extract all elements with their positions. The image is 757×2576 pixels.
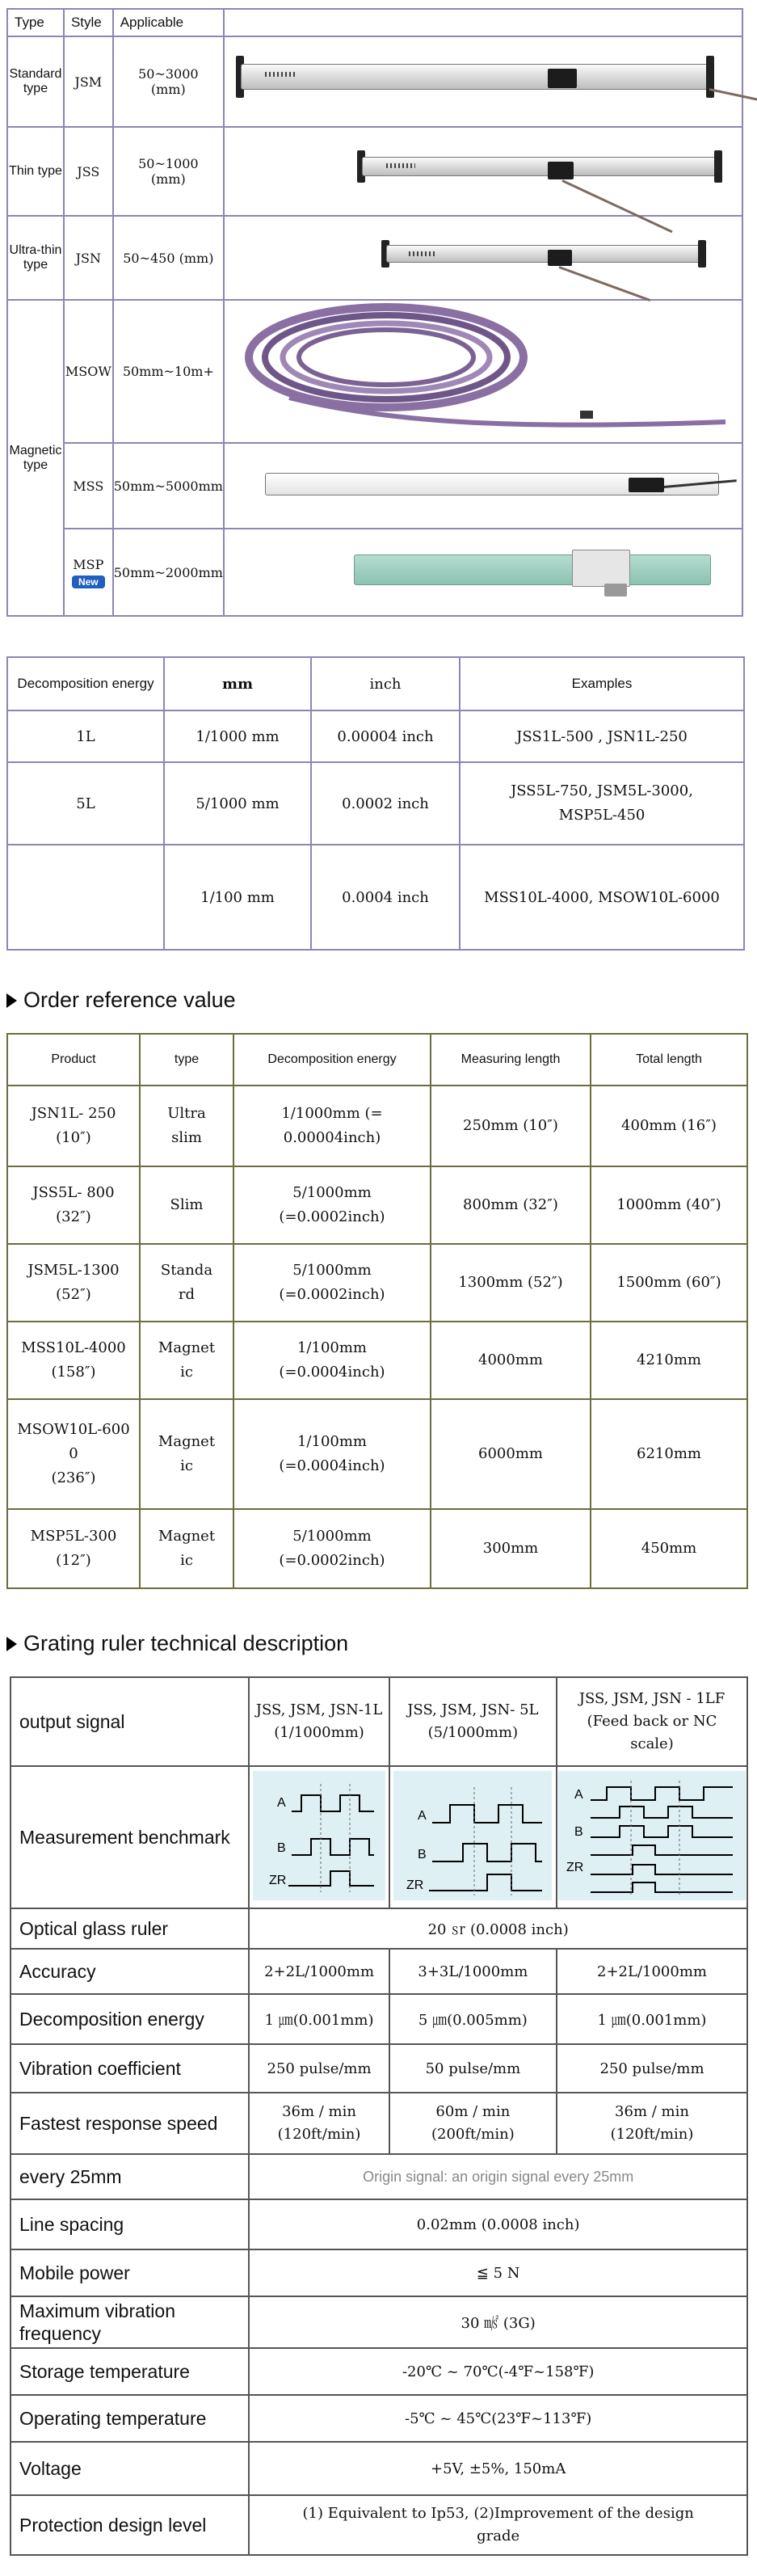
table-row [11, 2348, 747, 2395]
wave-label-b: B [574, 1824, 583, 1839]
decomposition-cell: 5/1000mm (=0.0002inch) [233, 1244, 431, 1322]
table-row [7, 845, 744, 950]
row-value: -20℃ ~ 70℃(-4℉~158℉) [249, 2348, 747, 2395]
row-label: Protection design level [11, 2495, 249, 2555]
row-value: 20 ㏛ (0.0008 inch) [249, 1908, 747, 1949]
row-label: Maximum vibration frequency [11, 2296, 249, 2348]
table-row [7, 710, 744, 762]
measuring-length-cell: 250mm (10″) [431, 1086, 591, 1166]
table-row [7, 127, 742, 216]
table-row [11, 2395, 747, 2442]
waveform-diagram [558, 1771, 746, 1900]
row-label: Fastest response speed [11, 2093, 249, 2154]
type-cell: Magnet ic [140, 1509, 233, 1588]
table-row [7, 36, 742, 127]
inch-cell: 0.0002 inch [311, 762, 460, 845]
product-image-jsm [224, 36, 742, 127]
table-row [7, 1509, 747, 1588]
table-row [11, 2442, 747, 2495]
row-value: 36m / min (120ft/min) [557, 2093, 747, 2154]
type-cell: Thin type [7, 127, 64, 216]
signal-col-5l: JSS, JSM, JSN- 5L (5/1000mm) [389, 1677, 557, 1766]
table-row [11, 2044, 747, 2093]
row-label: Optical glass ruler [11, 1908, 249, 1949]
examples-cell: JSS5L-750, JSM5L-3000, MSP5L-450 [460, 762, 744, 845]
row-value: 250 pulse/mm [249, 2044, 389, 2093]
product-cell: JSS5L- 800 (32″) [7, 1166, 140, 1244]
total-length-cell: 1500mm (60″) [591, 1244, 747, 1322]
table-row [7, 529, 742, 616]
order-title-text: Order reference value [23, 988, 236, 1012]
row-label: Measurement benchmark [11, 1766, 249, 1908]
benchmark-row [11, 1766, 747, 1908]
product-types-table [6, 8, 743, 617]
header-type: Type [7, 9, 64, 36]
product-types-header [7, 9, 742, 36]
row-value: 0.02mm (0.0008 inch) [249, 2199, 747, 2249]
decomposition-cell: 5L [7, 762, 164, 845]
table-row [11, 2249, 747, 2296]
inch-cell: 0.0004 inch [311, 845, 460, 950]
style-label: MSP [73, 556, 104, 572]
signal-col-1lf: JSS, JSM, JSN - 1LF (Feed back or NC scale) [557, 1677, 747, 1766]
type-cell: Magnetic type [7, 300, 64, 616]
range-cell: 50~3000 (mm) [113, 36, 224, 127]
tech-table [10, 1676, 748, 2556]
type-cell: Standa rd [140, 1244, 233, 1322]
table-row [11, 2199, 747, 2249]
examples-cell: JSS1L-500 , JSN1L-250 [460, 710, 744, 762]
row-value: 2+2L/1000mm [249, 1949, 389, 1994]
tech-section-title [6, 1631, 348, 1656]
signal-col-1l: JSS, JSM, JSN-1L (1/1000mm) [249, 1677, 389, 1766]
row-label: Decomposition energy [11, 1994, 249, 2044]
row-value: 2+2L/1000mm [557, 1949, 747, 1994]
inch-cell: 0.00004 inch [311, 710, 460, 762]
mm-cell: 1/100 mm [164, 845, 311, 950]
table-row [7, 1399, 747, 1509]
product-cell: JSN1L- 250 (10″) [7, 1086, 140, 1166]
header-applicable: Applicable [113, 9, 224, 36]
table-row [11, 1949, 747, 1994]
wave-label-b: B [418, 1847, 427, 1861]
row-value: 30 ㎨ (3G) [249, 2296, 747, 2348]
total-length-cell: 1000mm (40″) [591, 1166, 747, 1244]
tech-title-text: Grating ruler technical description [23, 1631, 349, 1655]
row-value: -5℃ ~ 45℃(23℉~113℉) [249, 2395, 747, 2442]
resolution-table [6, 656, 745, 951]
range-cell: 50mm~10m+ [113, 300, 224, 443]
total-length-cell: 400mm (16″) [591, 1086, 747, 1166]
row-label: output signal [11, 1677, 249, 1766]
table-row [11, 2495, 747, 2555]
row-label: Voltage [11, 2442, 249, 2495]
type-cell: Ultra-thin type [7, 216, 64, 300]
header-examples: Examples [460, 657, 744, 710]
type-cell: Slim [140, 1166, 233, 1244]
style-cell [64, 529, 113, 616]
header-decomposition: Decomposition energy [233, 1034, 431, 1086]
range-cell: 50mm~5000mm [113, 443, 224, 529]
table-row [7, 1166, 747, 1244]
row-label: Accuracy [11, 1949, 249, 1994]
measuring-length-cell: 300mm [431, 1509, 591, 1588]
style-cell: JSN [64, 216, 113, 300]
row-label: Operating temperature [11, 2395, 249, 2442]
mm-cell: 5/1000 mm [164, 762, 311, 845]
row-value: +5V, ±5%, 150mA [249, 2442, 747, 2495]
product-cell: JSM5L-1300 (52″) [7, 1244, 140, 1322]
header-product: Product [7, 1034, 140, 1086]
decomposition-cell: 5/1000mm (=0.0002inch) [233, 1166, 431, 1244]
bullet-triangle-icon [6, 1637, 17, 1651]
measuring-length-cell: 6000mm [431, 1399, 591, 1509]
header-type: type [140, 1034, 233, 1086]
table-row [7, 1322, 747, 1399]
style-cell: JSM [64, 36, 113, 127]
row-label: Line spacing [11, 2199, 249, 2249]
wave-label-a: A [418, 1808, 427, 1823]
row-value: 250 pulse/mm [557, 2044, 747, 2093]
style-cell: MSOW [64, 300, 113, 443]
examples-cell: MSS10L-4000, MSOW10L-6000 [460, 845, 744, 950]
decomposition-cell: 5/1000mm (=0.0002inch) [233, 1509, 431, 1588]
table-row [7, 1086, 747, 1166]
row-value: (1) Equivalent to Ip53, (2)Improvement of the design grade [249, 2495, 747, 2555]
product-cell: MSOW10L-600 0 (236″) [7, 1399, 140, 1509]
decomposition-cell: 1/1000mm (= 0.00004inch) [233, 1086, 431, 1166]
header-total-length: Total length [591, 1034, 747, 1086]
table-row [11, 2296, 747, 2348]
table-row [7, 443, 742, 529]
table-row [7, 1244, 747, 1322]
total-length-cell: 4210mm [591, 1322, 747, 1399]
header-mm: mm [164, 657, 311, 710]
row-value: Origin signal: an origin signal every 25mm [249, 2154, 747, 2199]
tape-coil-image [225, 301, 742, 438]
range-cell: 50~450 (mm) [113, 216, 224, 300]
row-value: 36m / min (120ft/min) [249, 2093, 389, 2154]
table-row [11, 1994, 747, 2044]
row-value: ≦ 5 N [249, 2249, 747, 2296]
order-table [6, 1033, 748, 1589]
mm-cell: 1/1000 mm [164, 710, 311, 762]
decomposition-cell: 1/100mm (=0.0004inch) [233, 1322, 431, 1399]
style-cell: MSS [64, 443, 113, 529]
order-header [7, 1034, 747, 1086]
table-row [7, 762, 744, 845]
total-length-cell: 450mm [591, 1509, 747, 1588]
waveform-1lf [557, 1766, 747, 1908]
decomposition-cell [7, 845, 164, 950]
wave-label-a: A [277, 1795, 286, 1810]
row-label: Vibration coefficient [11, 2044, 249, 2093]
header-measuring-length: Measuring length [431, 1034, 591, 1086]
total-length-cell: 6210mm [591, 1399, 747, 1509]
product-image-jss [224, 127, 742, 216]
table-row [7, 300, 742, 443]
bullet-triangle-icon [6, 993, 17, 1008]
measuring-length-cell: 4000mm [431, 1322, 591, 1399]
measuring-length-cell: 800mm (32″) [431, 1166, 591, 1244]
style-cell: JSS [64, 127, 113, 216]
header-inch: inch [311, 657, 460, 710]
wave-label-b: B [277, 1840, 286, 1855]
type-cell: Magnet ic [140, 1399, 233, 1509]
table-row [11, 2154, 747, 2199]
row-value: 60m / min (200ft/min) [389, 2093, 557, 2154]
type-cell: Standard type [7, 36, 64, 127]
row-value: 50 pulse/mm [389, 2044, 557, 2093]
order-section-title [6, 988, 236, 1013]
decomposition-cell: 1L [7, 710, 164, 762]
header-style: Style [64, 9, 113, 36]
table-row [7, 216, 742, 300]
product-cell: MSS10L-4000 (158″) [7, 1322, 140, 1399]
row-value: 1 ㎛(0.001mm) [249, 1994, 389, 2044]
waveform-diagram [253, 1771, 385, 1900]
product-image-msp [224, 529, 742, 616]
type-cell: Ultra slim [140, 1086, 233, 1166]
row-value: 3+3L/1000mm [389, 1949, 557, 1994]
decomposition-cell: 1/100mm (=0.0004inch) [233, 1399, 431, 1509]
product-cell: MSP5L-300 (12″) [7, 1509, 140, 1588]
waveform-diagram [393, 1771, 552, 1900]
waveform-1l [249, 1766, 389, 1908]
row-value: 1 ㎛(0.001mm) [557, 1994, 747, 2044]
wave-label-zr: ZR [406, 1878, 424, 1892]
range-cell: 50~1000 (mm) [113, 127, 224, 216]
product-image-msow [224, 300, 742, 443]
waveform-5l [389, 1766, 557, 1908]
range-cell: 50mm~2000mm [113, 529, 224, 616]
product-image-mss [224, 443, 742, 529]
table-row [11, 2093, 747, 2154]
row-label: Mobile power [11, 2249, 249, 2296]
type-cell: Magnet ic [140, 1322, 233, 1399]
output-signal-row [11, 1677, 747, 1766]
table-row [11, 1908, 747, 1949]
row-label: every 25mm [11, 2154, 249, 2199]
row-value: 5 ㎛(0.005mm) [389, 1994, 557, 2044]
new-badge: New [72, 575, 105, 588]
header-image [224, 9, 742, 36]
wave-label-a: A [574, 1787, 583, 1802]
measuring-length-cell: 1300mm (52″) [431, 1244, 591, 1322]
resolution-header [7, 657, 744, 710]
header-decomposition: Decomposition energy [7, 657, 164, 710]
wave-label-zr: ZR [269, 1873, 287, 1887]
wave-label-zr: ZR [566, 1860, 584, 1874]
row-label: Storage temperature [11, 2348, 249, 2395]
